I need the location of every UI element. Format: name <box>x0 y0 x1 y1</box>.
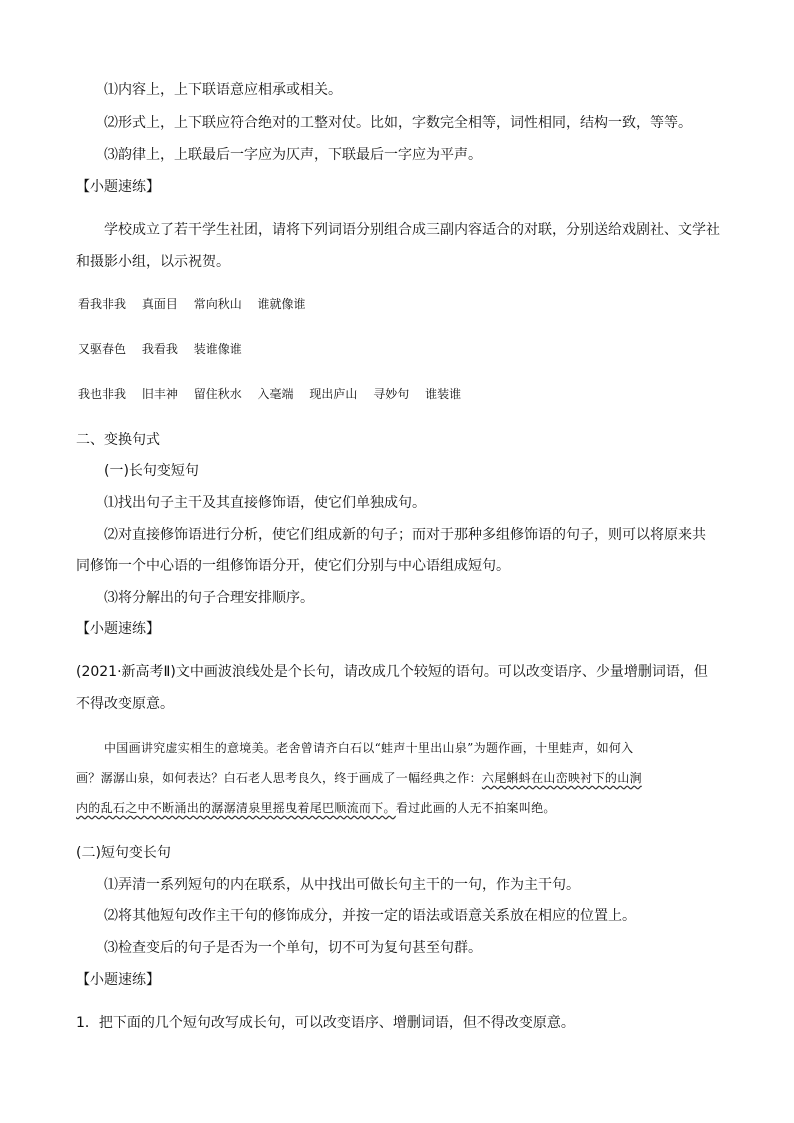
word-item: 我看我 <box>141 342 178 356</box>
word-item: 寻妙句 <box>373 387 410 401</box>
word-item: 装谁像谁 <box>193 342 242 356</box>
subsection-title-long-to-short: (一)长句变短句 <box>104 463 199 479</box>
method-step-2: ⑵对直接修饰语进行分析，使它们组成新的句子；而对于那种多组修饰语的句子，则可以将原来共 <box>104 527 706 543</box>
wavy-underlined-sentence: 六尾蝌蚪在山峦映衬下的山涧 <box>481 771 642 785</box>
word-list-row-1 <box>78 294 318 314</box>
word-item: 看我非我 <box>78 297 127 311</box>
couplet-rule-form: ⑵形式上，上下联应符合绝对的工整对仗。比如，字数完全相等，词性相同，结构一致，等等。 <box>104 115 692 131</box>
question-text: 学校成立了若干学生社团，请将下列词语分别组合成三副内容适合的对联，分别送给戏剧社、文学社 <box>104 222 720 238</box>
word-item: 入毫端 <box>257 387 294 401</box>
word-item: 旧丰神 <box>141 387 178 401</box>
word-item: 又驱春色 <box>78 342 127 356</box>
subsection-title-short-to-long: (二)短句变长句 <box>76 845 171 861</box>
method-step-1: ⑴找出句子主干及其直接修饰语，使它们单独成句。 <box>104 495 426 511</box>
practice-heading: 【小题速练】 <box>76 621 160 637</box>
word-list-row-3 <box>78 384 473 404</box>
passage-text: 画？潺潺山泉，如何表达？白石老人思考良久，终于画成了一幅经典之作： <box>76 771 482 785</box>
exercise-1: 1．把下面的几个短句改写成长句，可以改变语序、增删词语，但不得改变原意。 <box>76 1015 575 1031</box>
word-item: 真面目 <box>141 297 178 311</box>
passage-text: 看过此画的人无不拍案叫绝。 <box>395 801 556 815</box>
passage-line-3 <box>76 798 556 818</box>
practice-heading: 【小题速练】 <box>76 972 160 988</box>
couplet-rule-content: ⑴内容上，上下联语意应相承或相关。 <box>104 82 342 98</box>
method-step-2: ⑵将其他短句改作主干句的修饰成分，并按一定的语法或语意关系放在相应的位置上。 <box>104 908 636 924</box>
word-item: 谁装谁 <box>425 387 462 401</box>
wavy-underlined-sentence: 内的乱石之中不断涌出的潺潺清泉里摇曳着尾巴顺流而下。 <box>76 801 396 815</box>
question-text-continued: 和摄影小组，以示祝贺。 <box>76 254 230 270</box>
method-step-2-continued: 同修饰一个中心语的一组修饰语分开，使它们分别与中心语组成短句。 <box>76 558 510 574</box>
passage-line-1: 中国画讲究虚实相生的意境美。老舍曾请齐白石以“蛙声十里出山泉”为题作画，十里蛙声，如何入 <box>104 741 634 755</box>
couplet-rule-rhythm: ⑶韵律上，上联最后一字应为仄声，下联最后一字应为平声。 <box>104 147 482 163</box>
exam-question-continued: 不得改变原意。 <box>76 696 174 712</box>
practice-heading: 【小题速练】 <box>76 179 160 195</box>
exam-question: (2021·新高考Ⅱ)文中画波浪线处是个长句，请改成几个较短的语句。可以改变语序、少量增删词语，但 <box>76 664 708 680</box>
passage-line-2 <box>76 768 642 788</box>
word-item: 现出庐山 <box>309 387 358 401</box>
method-step-3: ⑶检查变后的句子是否为一个单句，切不可为复句甚至句群。 <box>104 940 482 956</box>
method-step-1: ⑴弄清一系列短句的内在联系，从中找出可做长句主干的一句，作为主干句。 <box>104 877 580 893</box>
word-item: 谁就像谁 <box>257 297 306 311</box>
section-title: 二、变换句式 <box>76 432 160 448</box>
method-step-3: ⑶将分解出的句子合理安排顺序。 <box>104 590 314 606</box>
word-item: 留住秋水 <box>193 387 242 401</box>
word-item: 我也非我 <box>78 387 127 401</box>
word-list-row-2 <box>78 339 254 359</box>
word-item: 常向秋山 <box>193 297 242 311</box>
